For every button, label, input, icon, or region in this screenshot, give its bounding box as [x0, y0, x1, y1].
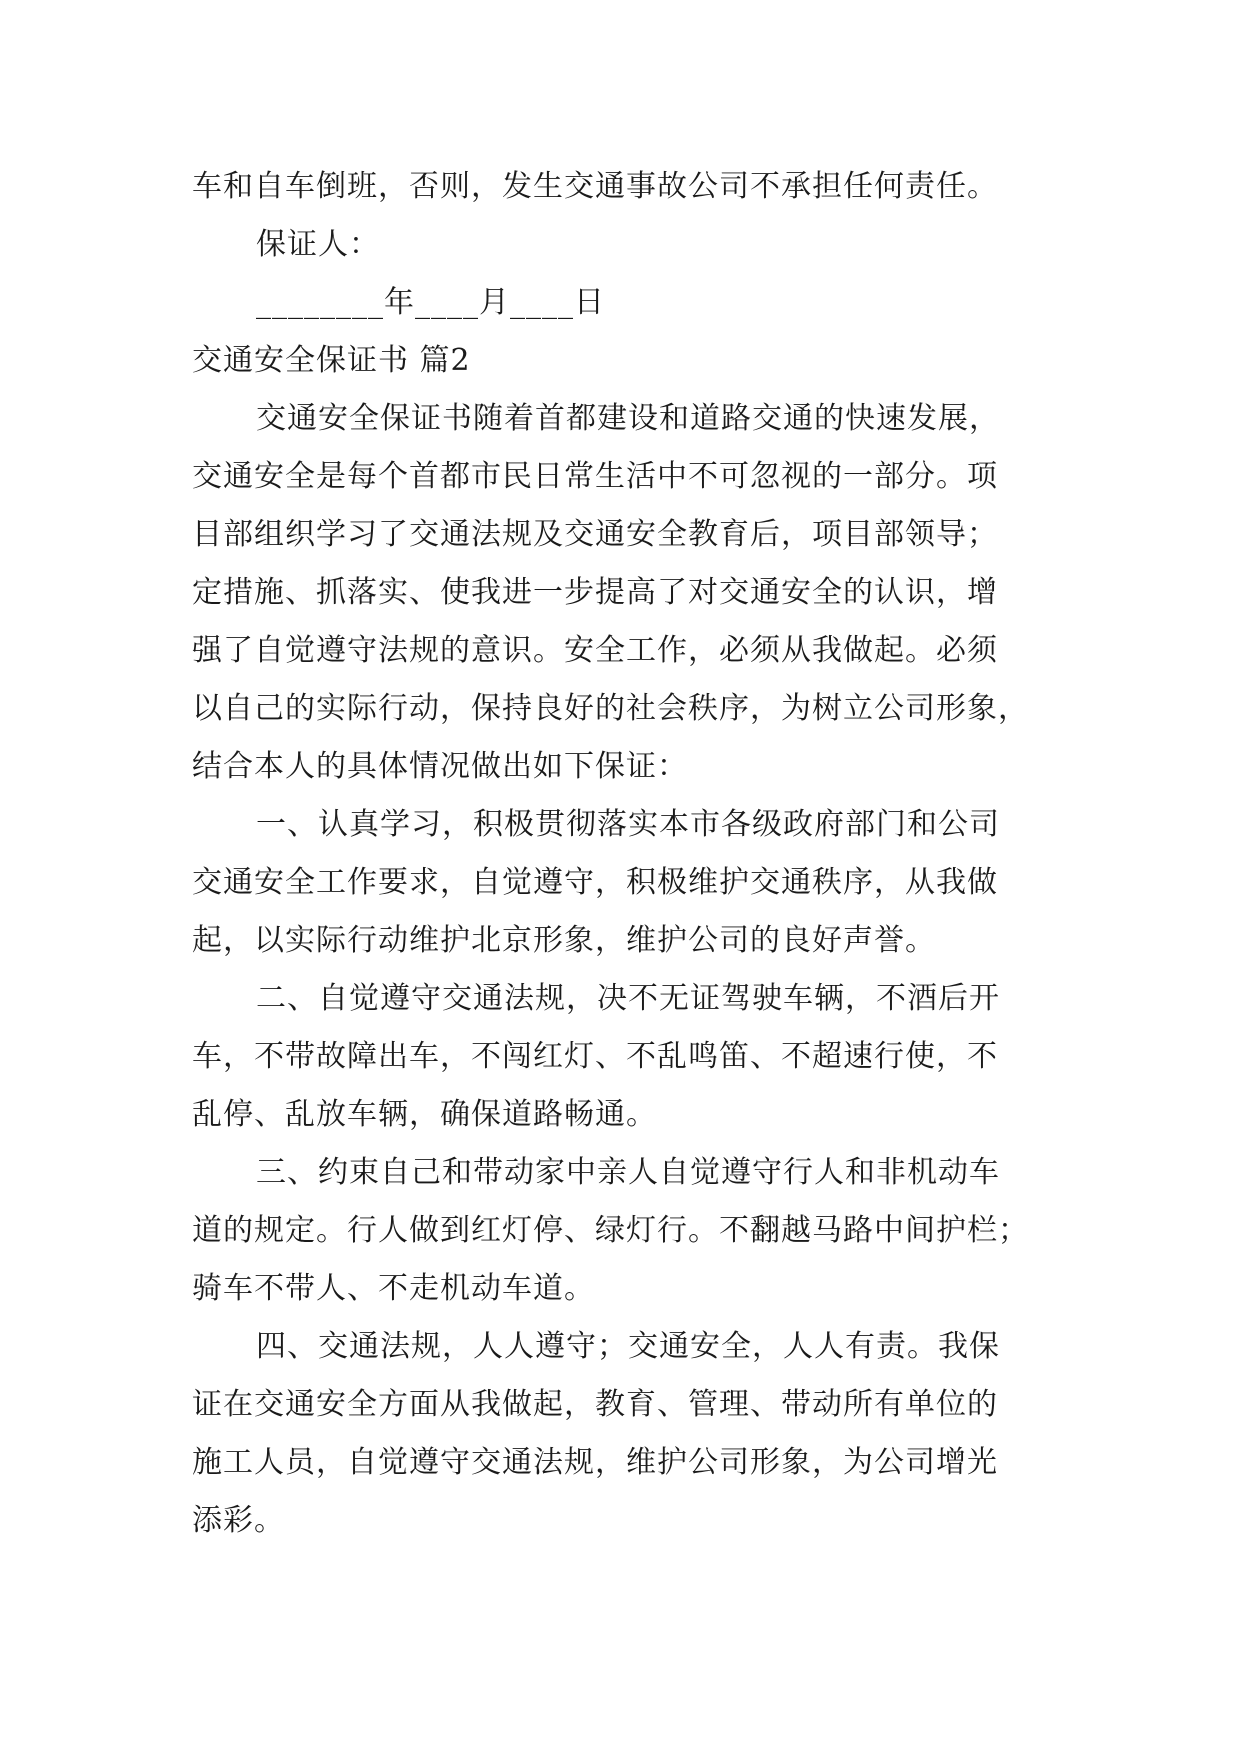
paragraph-line: 交通安全工作要求，自觉遵守，积极维护交通秩序，从我做 — [192, 865, 998, 900]
paragraph-line: 车，不带故障出车，不闯红灯、不乱鸣笛、不超速行使，不 — [192, 1039, 998, 1074]
paragraph-line: 骑车不带人、不走机动车道。 — [192, 1271, 595, 1306]
paragraph-line: 一、认真学习，积极贯彻落实本市各级政府部门和公司 — [256, 807, 1000, 842]
paragraph-line: 目部组织学习了交通法规及交通安全教育后，项目部领导； — [192, 517, 998, 552]
guarantor-label: 保证人： — [256, 227, 380, 262]
item-4-paragraph — [192, 1318, 1052, 1550]
paragraph-line: 三、约束自己和带动家中亲人自觉遵守行人和非机动车 — [256, 1155, 1000, 1190]
paragraph-line: 道的规定。行人做到红灯停、绿灯行。不翻越马路中间护栏； — [192, 1213, 1029, 1248]
paragraph-line: 以自己的实际行动，保持良好的社会秩序，为树立公司形象， — [192, 691, 1029, 726]
paragraph-line: 定措施、抓落实、使我进一步提高了对交通安全的认识，增 — [192, 575, 998, 610]
continuation-line: 车和自车倒班，否则，发生交通事故公司不承担任何责任。 — [192, 169, 998, 204]
paragraph-line: 乱停、乱放车辆，确保道路畅通。 — [192, 1097, 657, 1132]
paragraph-line: 结合本人的具体情况做出如下保证： — [192, 749, 688, 784]
intro-paragraph — [192, 390, 1052, 796]
item-3-paragraph — [192, 1144, 1052, 1318]
paragraph-line: 交通安全保证书随着首都建设和道路交通的快速发展， — [256, 401, 1000, 436]
section-title: 交通安全保证书 篇2 — [192, 343, 471, 378]
paragraph-line: 起，以实际行动维护北京形象，维护公司的良好声誉。 — [192, 923, 936, 958]
paragraph-line: 强了自觉遵守法规的意识。安全工作，必须从我做起。必须 — [192, 633, 998, 668]
paragraph-line: 添彩。 — [192, 1503, 285, 1538]
date-line: ________年____月____日 — [256, 285, 605, 320]
paragraph-line: 交通安全是每个首都市民日常生活中不可忽视的一部分。项 — [192, 459, 998, 494]
paragraph-line: 证在交通安全方面从我做起，教育、管理、带动所有单位的 — [192, 1387, 998, 1422]
document-page — [192, 158, 1052, 1550]
item-2-paragraph — [192, 970, 1052, 1144]
item-1-paragraph — [192, 796, 1052, 970]
paragraph-line: 二、自觉遵守交通法规，决不无证驾驶车辆，不酒后开 — [256, 981, 1000, 1016]
paragraph-line: 施工人员，自觉遵守交通法规，维护公司形象，为公司增光 — [192, 1445, 998, 1480]
paragraph-line: 四、交通法规，人人遵守；交通安全，人人有责。我保 — [256, 1329, 1000, 1364]
